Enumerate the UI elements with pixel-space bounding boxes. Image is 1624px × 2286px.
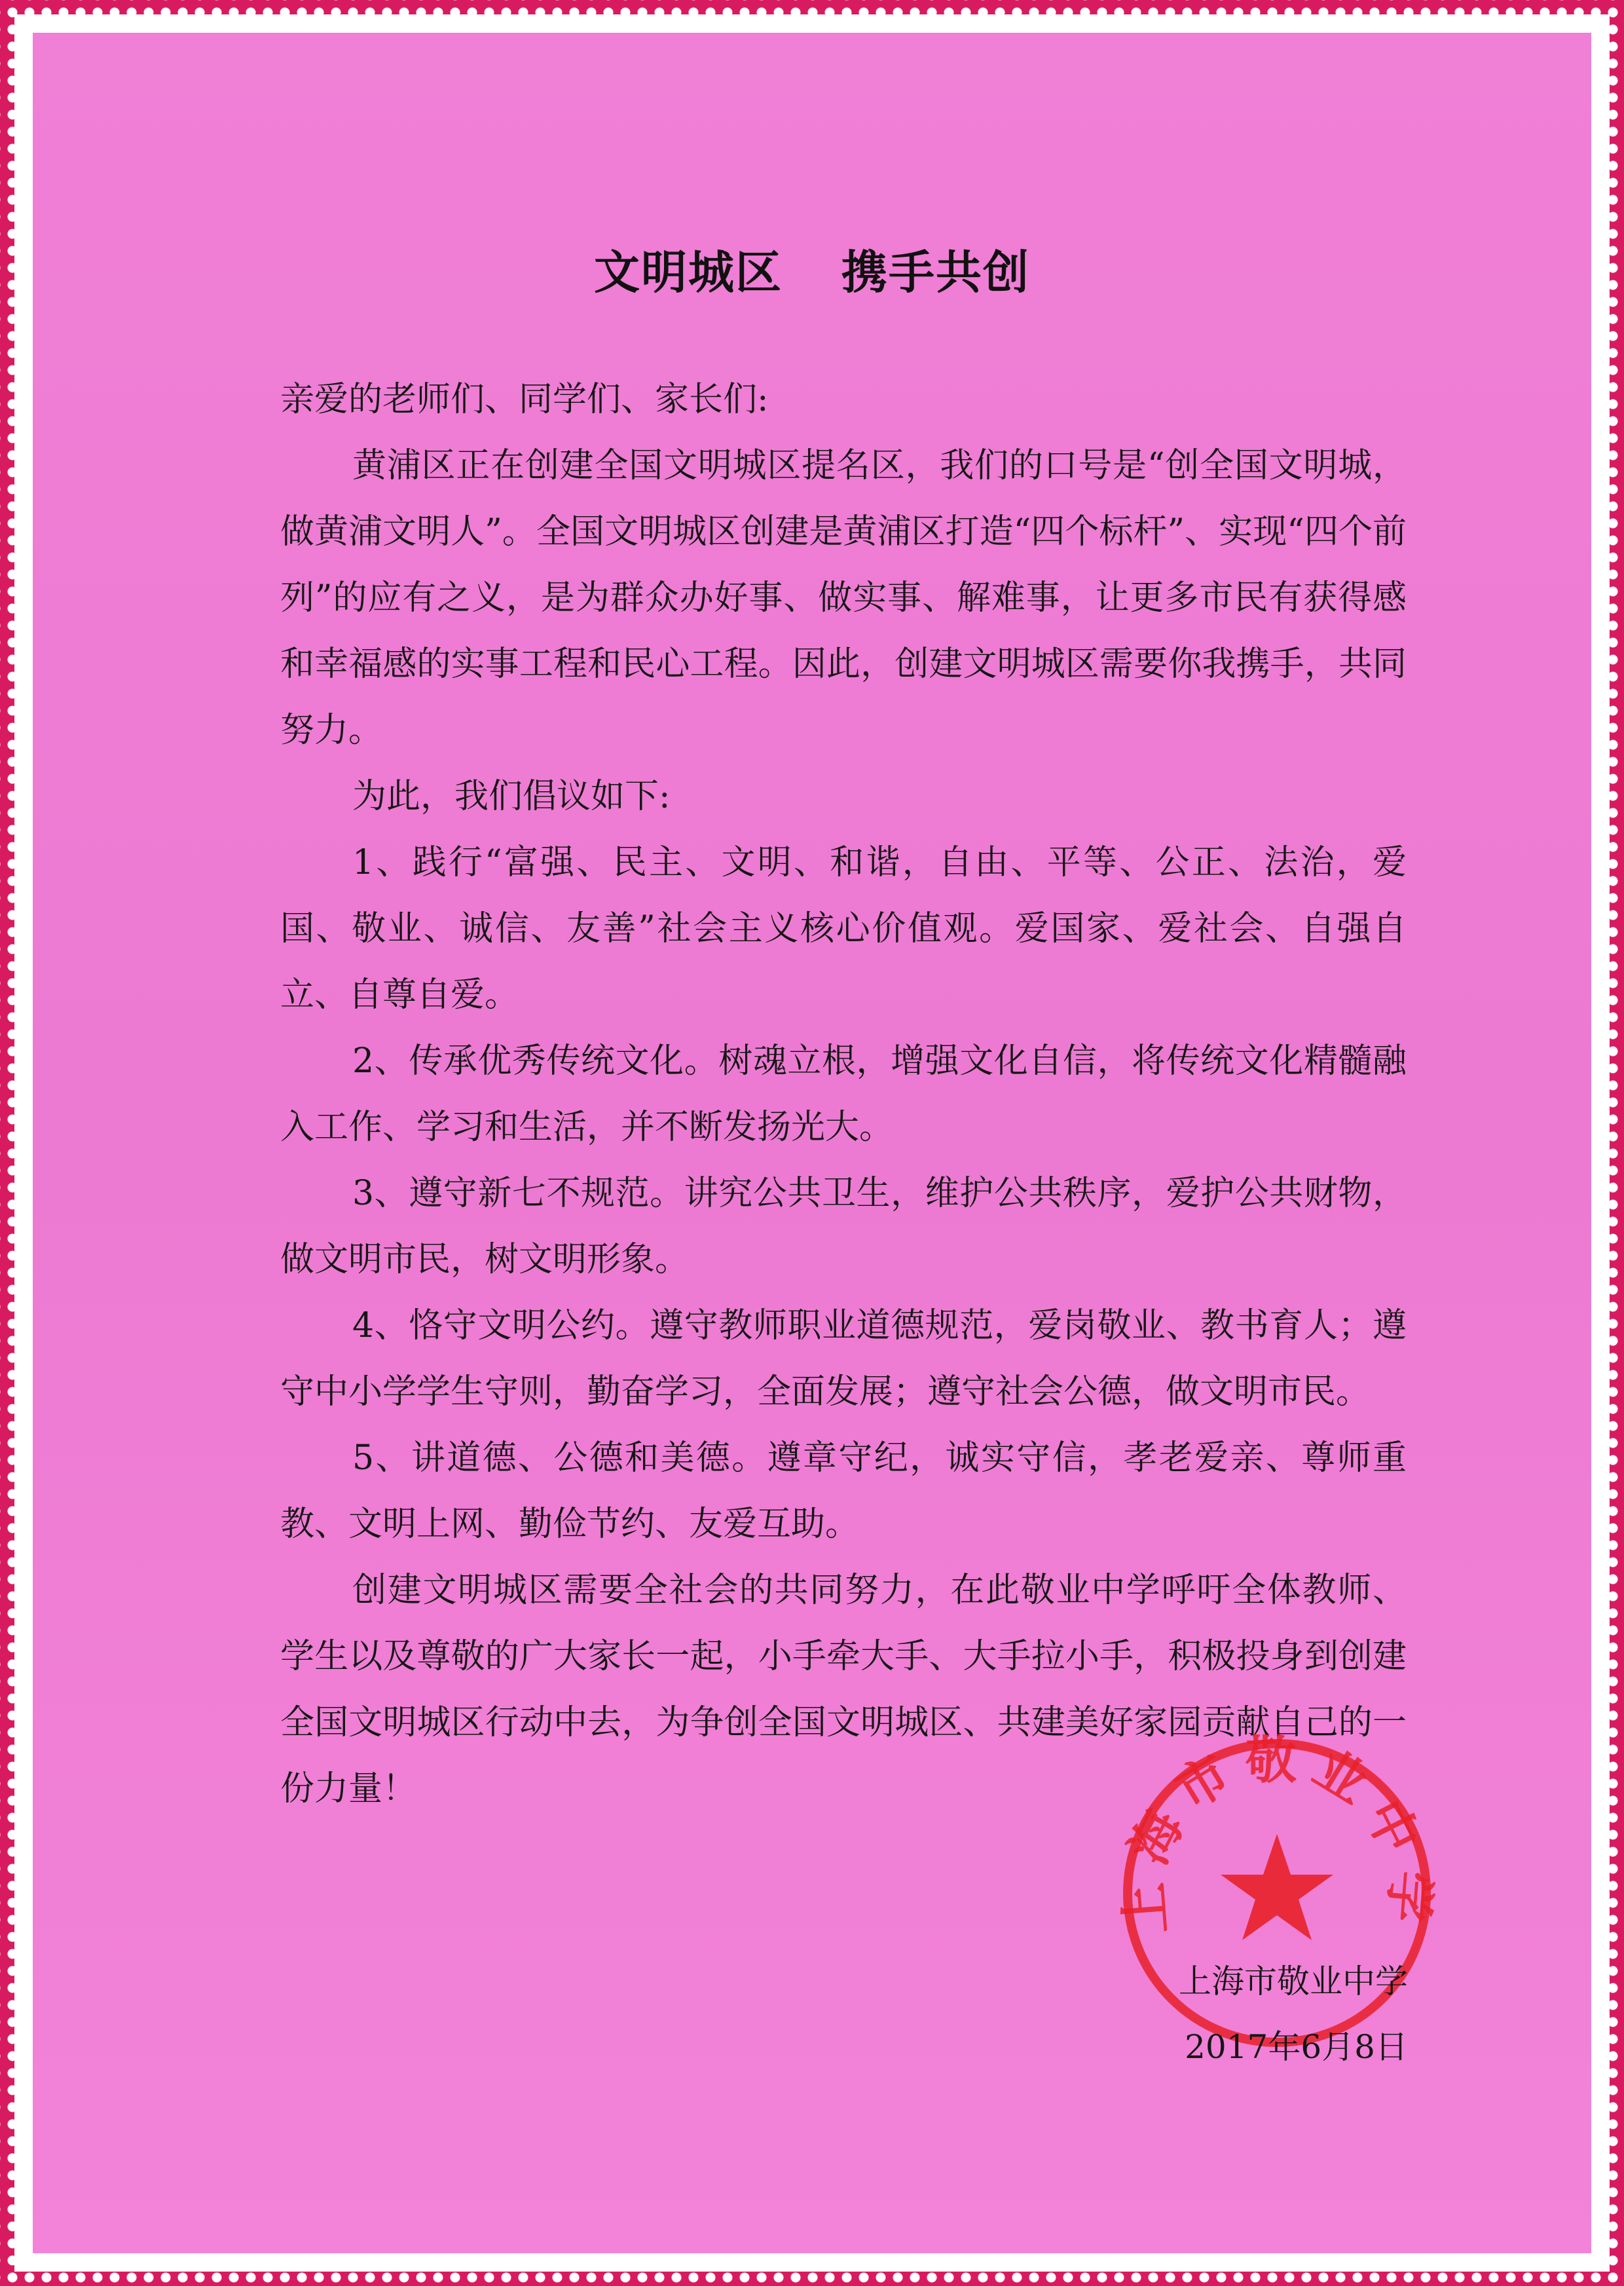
paragraph-item-1: 1、践行“富强、民主、文明、和谐，自由、平等、公正、法治，爱国、敬业、诚信、友善”社会主义核心价值观。爱国家、爱社会、自强自立、自尊自爱。 (280, 843, 1407, 1015)
paragraph-item-2: 2、传承优秀传统文化。树魂立根，增强文化自信，将传统文化精髓融入工作、学习和生活，并不断发扬光大。 (280, 1041, 1407, 1147)
signature-block (1179, 1949, 1408, 2080)
letter-body (280, 367, 1407, 1822)
seal-text: 上海市敬业中学 (1114, 1731, 1440, 1936)
title-part-2: 携手共创 (841, 246, 1030, 299)
paragraph-item-3: 3、遵守新七不规范。讲究公共卫生，维护公共秩序，爱护公共财物，做文明市民，树文明形象。 (280, 1174, 1407, 1279)
title-part-1: 文明城区 (594, 246, 783, 299)
salutation: 亲爱的老师们、同学们、家长们: (280, 380, 769, 419)
paragraph-item-5: 5、讲道德、公德和美德。遵章守纪，诚实守信，孝老爱亲、尊师重教、文明上网、勤俭节约、友爱互助。 (280, 1438, 1407, 1544)
paragraph-closing: 创建文明城区需要全社会的共同努力，在此敬业中学呼吁全体教师、学生以及尊敬的广大家长一起，小手牵大手、大手拉小手，积极投身到创建全国文明城区行动中去，为争创全国文明城区、共建美好家园贡献自己的一份力量！ (280, 1571, 1407, 1808)
signature-date: 2017年6月8日 (1185, 2028, 1408, 2066)
seal-star-icon (1221, 1834, 1333, 1940)
document-title (0, 236, 1624, 302)
signature-org: 上海市敬业中学 (1179, 1962, 1408, 2000)
paragraph-proposal: 为此，我们倡议如下: (352, 777, 671, 816)
paragraph-intro: 黄浦区正在创建全国文明城区提名区，我们的口号是“创全国文明城，做黄浦文明人”。全国文明城区创建是黄浦区打造“四个标杆”、实现“四个前列”的应有之义，是为群众办好事、做实事、解难事，让更多市民有获得感和幸福感的实事工程和民心工程。因此，创建文明城区需要你我携手，共同努力。 (280, 446, 1407, 750)
paragraph-item-4: 4、恪守文明公约。遵守教师职业道德规范，爱岗敬业、教书育人；遵守中小学学生守则，勤奋学习，全面发展；遵守社会公德，做文明市民。 (280, 1306, 1407, 1412)
